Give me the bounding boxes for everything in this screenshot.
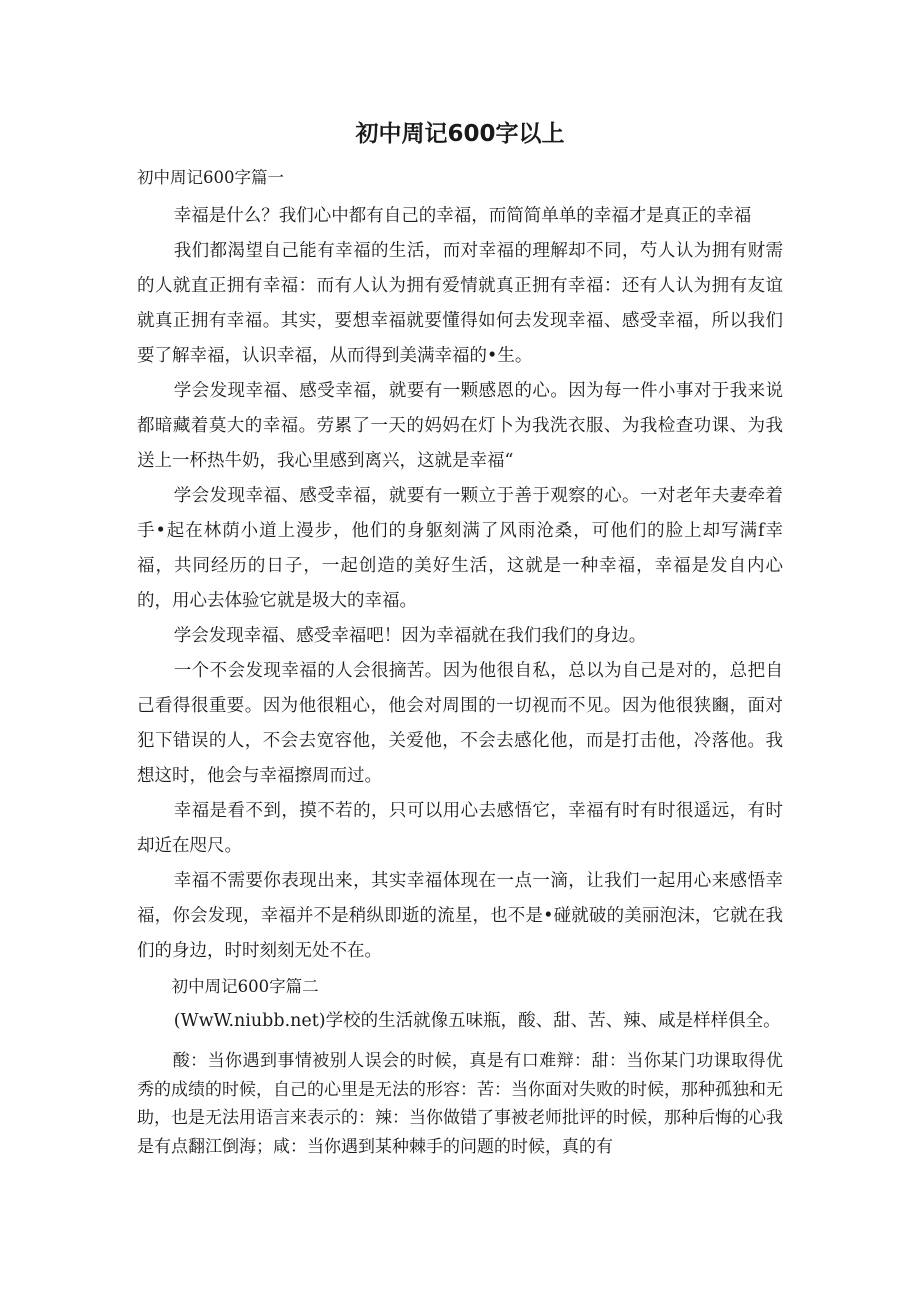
paragraph: 幸福是什么？我们心中都有自己的幸福，而简简单单的幸福才是真正的幸福 (173, 206, 752, 226)
paragraph: 幸福不需要你表现出来，其实幸福体现在一点一滴，让我们一起用心来感悟幸福，你会发现，幸福并不是稍纵即逝的流星，也不是•碰就破的美丽泡沫，它就在我们的身边，时时刻刻无处不在。 (137, 871, 783, 961)
paragraph: 幸福是看不到，摸不若的，只可以用心去感悟它，幸福有时有时很遥远，有时却近在咫尺。 (137, 801, 783, 856)
section-heading-2: 初中周记600字篇二 (171, 977, 319, 996)
paragraph: 学会发现幸福、感受幸福吧！因为幸福就在我们我们的身边。 (173, 626, 647, 646)
paragraph: 一个不会发现幸福的人会很摘苦。因为他很自私，总以为自己是对的，总把自己看得很重要。因为他很粗心，他会对周围的一切视而不见。因为他很狭豳，面对犯下错误的人，不会去宽容他，关爱他，不会去感化他，而是打击他，冷落他。我想这时，他会与幸福擦周而过。 (137, 661, 783, 786)
section-heading-1: 初中周记600字篇一 (137, 168, 284, 187)
paragraph: 学会发现幸福、感受幸福，就要有一颗感恩的心。因为每一件小事对于我来说都暗藏着莫大的幸福。劳累了一天的妈妈在灯卜为我洗衣服、为我检查功课、为我送上一杯热牛奶，我心里感到离兴，这就是幸福“ (137, 381, 783, 471)
paragraph: 酸：当你遇到事情被别人误会的时候，真是有口难辩：甜：当你某门功课取得优秀的成绩的时候，自己的心里是无法的形容：苦：当你面对失败的时候，那种孤独和无助，也是无法用语言来表示的：辣：当你做错了事被老师批评的时候，那种后悔的心我是有点翻江倒海；咸：当你遇到某种棘手的问题的时候，真的有 (137, 1051, 783, 1157)
paragraph: 学会发现幸福、感受幸福，就要有一颗立于善于观察的心。一对老年夫妻牵着手•起在林荫小道上漫步，他们的身躯刻满了风雨沧桑，可他们的脸上却写满f幸福，共同经历的日子，一起创造的美好生活，这就是一种幸福，幸福是发自内心的，用心去体验它就是圾大的幸福。 (137, 486, 783, 611)
document-title: 初中周记600字以上 (355, 121, 565, 147)
paragraph: 我们都渴望自己能有幸福的生活，而对幸福的理解却不同，芍人认为拥有财需的人就直正拥有幸福：而有人认为拥有爱情就真正拥有幸福：还有人认为拥有友谊就真正拥有幸福。其实，要想幸福就要懂得如何去发现幸福、感受幸福，所以我们要了解幸福，认识幸福，从而得到美满幸福的•生。 (137, 241, 783, 366)
document-body (137, 160, 783, 1161)
paragraph: (WwW.niubb.net)学校的生活就像五味瓶，酸、甜、苦、辣、咸是样样俱全。 (173, 1011, 781, 1031)
